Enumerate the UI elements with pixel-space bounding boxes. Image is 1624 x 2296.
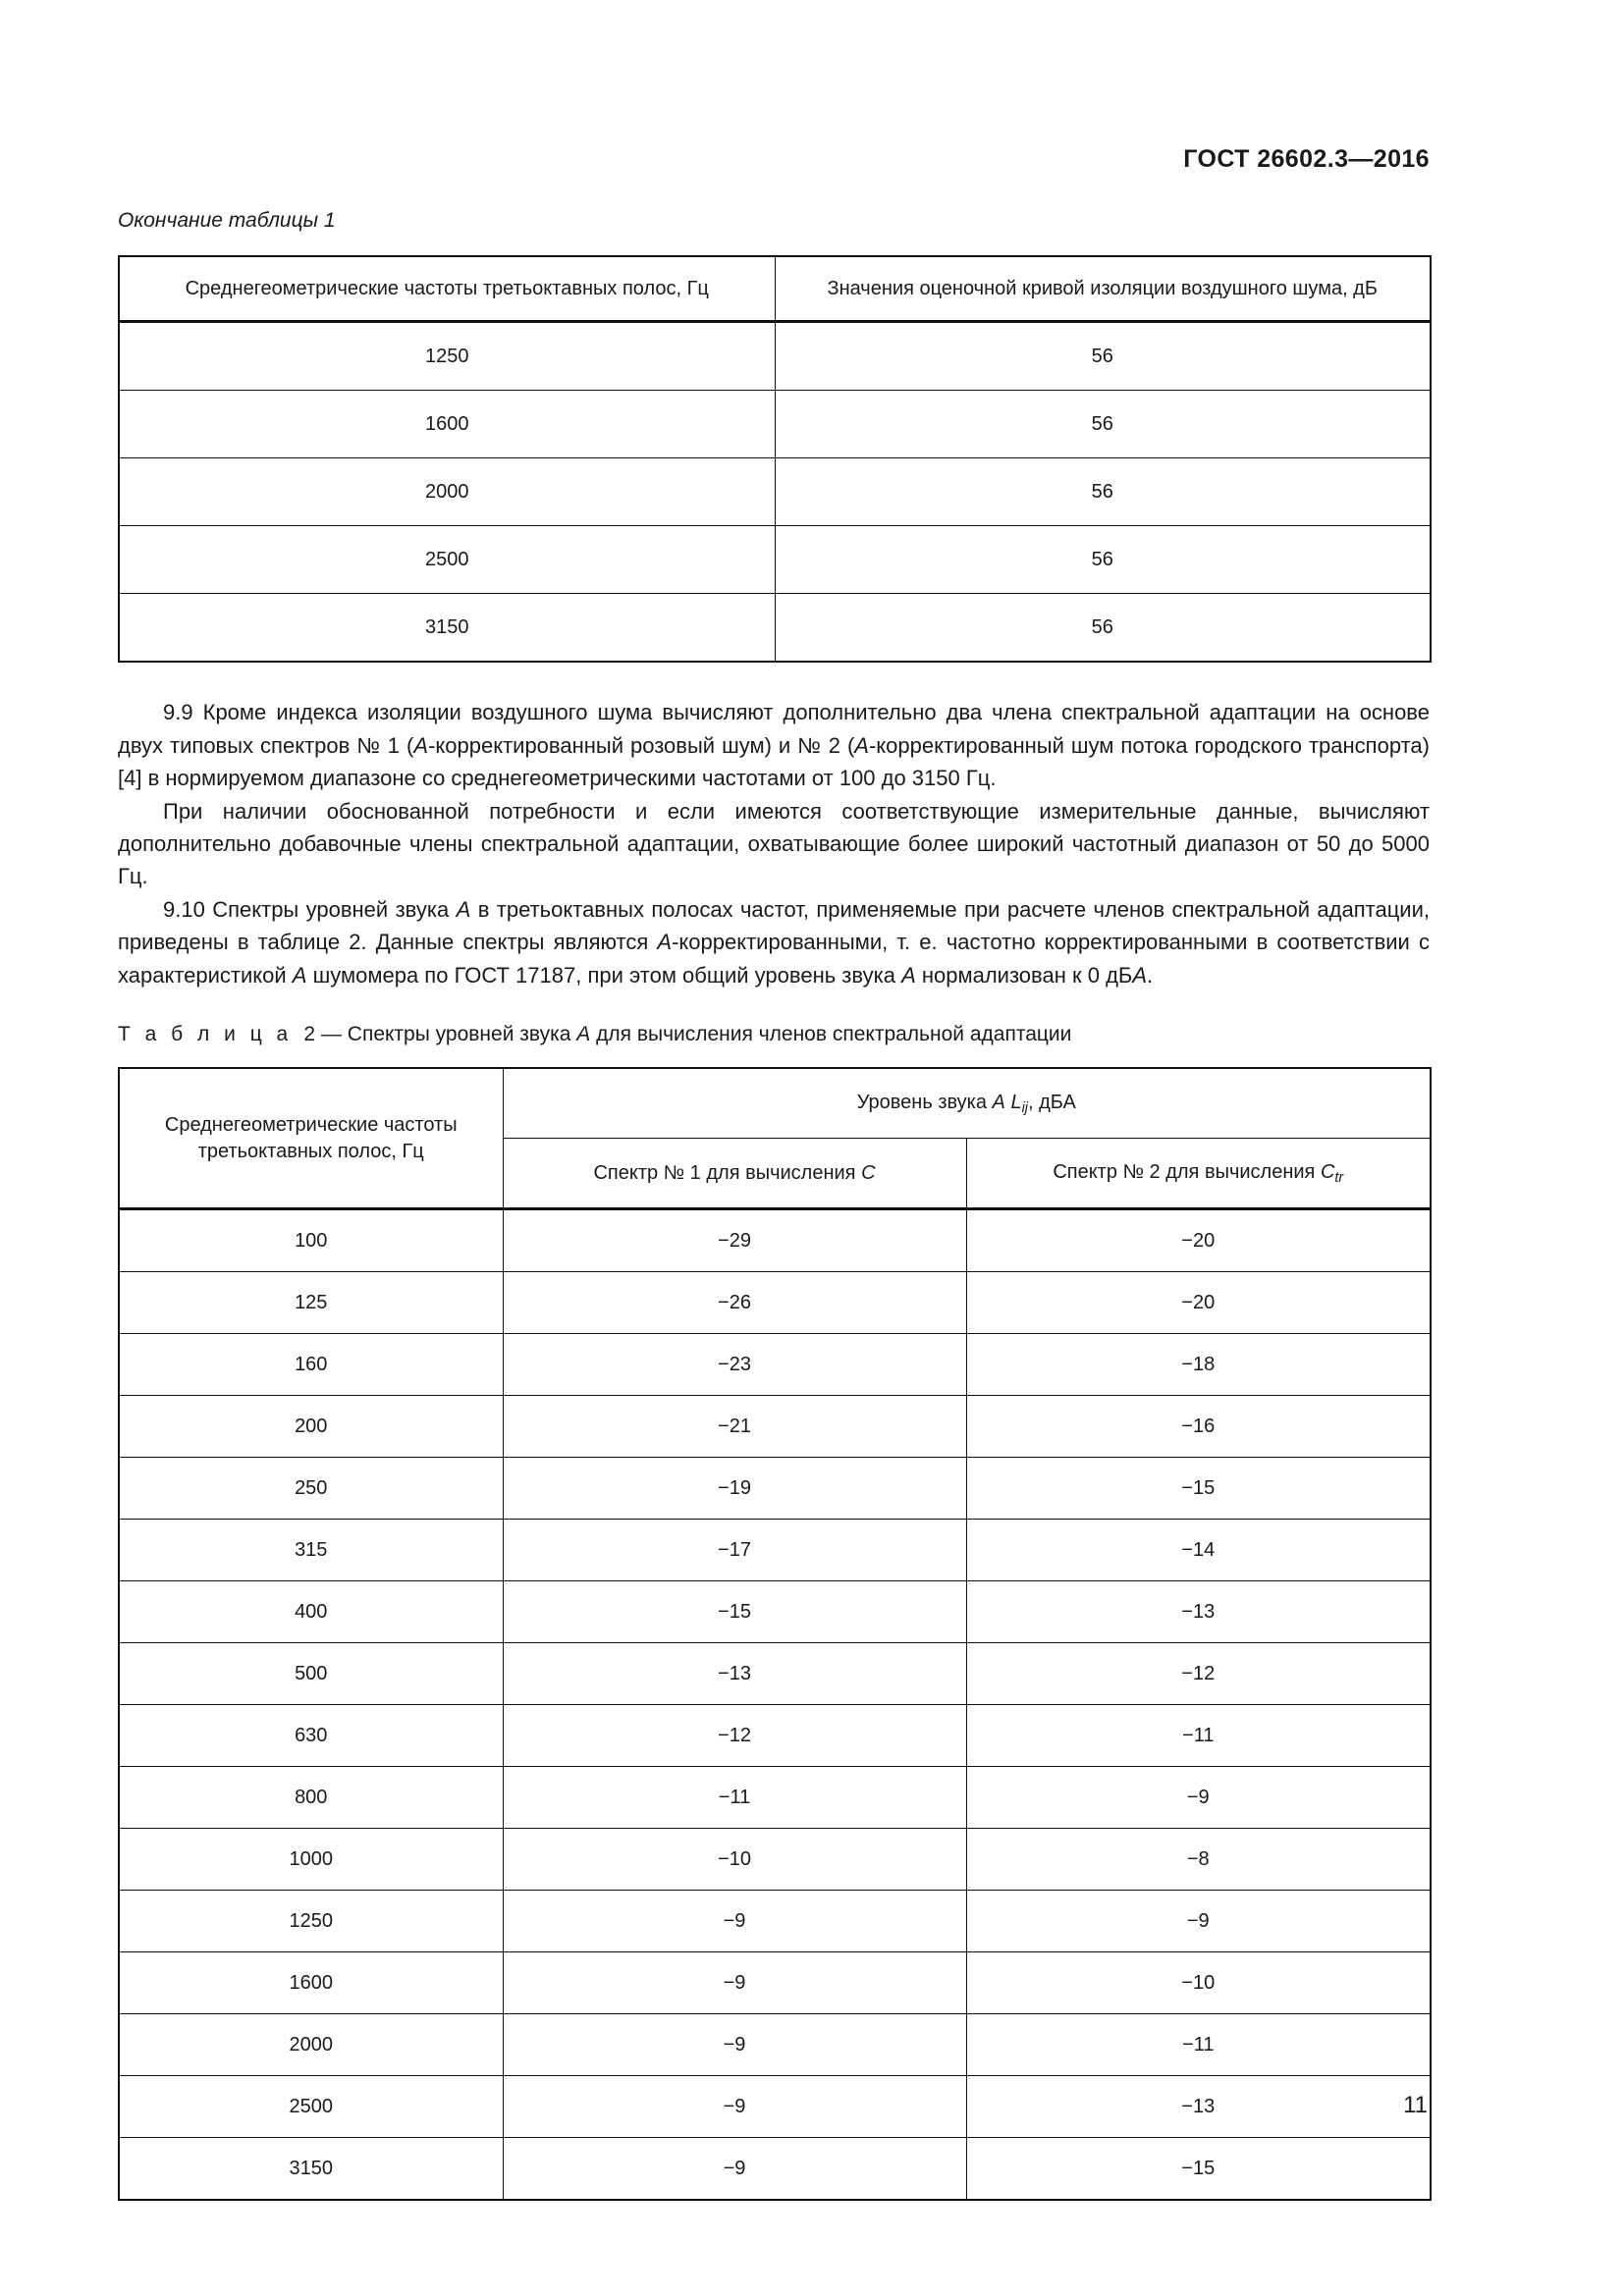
table-2-cell-2: −18 xyxy=(966,1334,1431,1396)
table-2-cell-0: 800 xyxy=(119,1767,503,1829)
paragraph-additional-terms: При наличии обоснованной потребности и если имеются соответствующие измерительные данные, вычисляют дополнительно добавочные члены спектральной адаптации, охватывающие более широкий частотный диапазон от 50 до 5000 Гц. xyxy=(118,798,1430,889)
table-row xyxy=(119,1891,1431,1952)
table-2-caption-text-2: для вычисления членов спектральной адаптации xyxy=(590,1023,1072,1046)
table-2-col-header-frequency xyxy=(119,1068,503,1209)
paragraph-9-10-italic-a-2: А xyxy=(657,930,673,955)
table-1-cell-1: 56 xyxy=(775,526,1431,594)
table-2-head xyxy=(119,1068,1431,1209)
table-2-cell-2: −15 xyxy=(966,1458,1431,1520)
paragraph-9-10-text-1: 9.10 Спектры уровней звука xyxy=(163,896,457,922)
table-1-cell-1: 56 xyxy=(775,322,1431,391)
table-2-cell-0: 1000 xyxy=(119,1829,503,1891)
table-row xyxy=(119,1643,1431,1705)
table-2-cell-2: −12 xyxy=(966,1643,1431,1705)
paragraph-9-10-text-3: -корректированными, т. е. частотно корректированными в соответствии с характеристикой xyxy=(118,930,1431,988)
paragraph-9-10-text-2: в третьоктавных полосах частот, применяемые при расчете членов спектральной адаптации, приведены в таблице 2. Данные спектры являются xyxy=(118,896,1430,955)
table-row xyxy=(119,1396,1431,1458)
table-row xyxy=(119,1458,1431,1520)
table-1-cell-0: 1250 xyxy=(119,322,775,391)
table-row xyxy=(119,1829,1431,1891)
table-row xyxy=(119,1272,1431,1334)
table-1-cell-1: 56 xyxy=(775,391,1431,458)
paragraph-9-9 xyxy=(118,696,1430,794)
table-1-caption: Окончание таблицы 1 xyxy=(118,209,336,232)
table-2-cell-2: −9 xyxy=(966,1767,1431,1829)
table-2-cell-1: −19 xyxy=(503,1458,966,1520)
table-2-header-spec1-symbol: C xyxy=(861,1161,876,1184)
table-2-cell-0: 100 xyxy=(119,1209,503,1272)
table-2-header-level-l: L xyxy=(1010,1091,1022,1113)
page-content xyxy=(118,208,1430,2201)
table-2-cell-2: −20 xyxy=(966,1209,1431,1272)
table-2-body xyxy=(119,1209,1431,2201)
table-2-cell-1: −9 xyxy=(503,2138,966,2201)
table-1-cell-0: 3150 xyxy=(119,594,775,663)
paragraph-9-10-italic-a-5: А xyxy=(1132,962,1148,988)
paragraph-9-10-text-5: нормализован к 0 дБ xyxy=(915,962,1133,988)
table-2-cell-0: 160 xyxy=(119,1334,503,1396)
table-2-cell-1: −29 xyxy=(503,1209,966,1272)
table-2-header-frequency-line-1: Среднегеометрические частоты xyxy=(164,1113,458,1136)
table-row xyxy=(119,2014,1431,2076)
table-2-cell-1: −9 xyxy=(503,2076,966,2138)
table-2-cell-2: −10 xyxy=(966,1952,1431,2014)
table-row xyxy=(119,526,1431,594)
table-row xyxy=(119,1767,1431,1829)
paragraph-9-10-italic-a-4: А xyxy=(901,962,916,988)
table-2-cell-1: −13 xyxy=(503,1643,966,1705)
table-2-cell-1: −21 xyxy=(503,1396,966,1458)
paragraph-9-9-text-2: -корректированный розовый шум) и № 2 ( xyxy=(428,732,855,758)
table-1-header-row xyxy=(119,256,1431,322)
table-row xyxy=(119,1520,1431,1581)
paragraph-9-10-italic-a-1: А xyxy=(456,896,471,922)
table-2-cell-2: −13 xyxy=(966,2076,1431,2138)
table-2-cell-0: 400 xyxy=(119,1581,503,1643)
table-2-cell-2: −8 xyxy=(966,1829,1431,1891)
table-1-cell-1: 56 xyxy=(775,458,1431,526)
table-2-cell-2: −15 xyxy=(966,2138,1431,2201)
table-2-cell-1: −12 xyxy=(503,1705,966,1767)
table-2-col-header-spectrum-2 xyxy=(966,1139,1431,1209)
table-2-cell-1: −15 xyxy=(503,1581,966,1643)
table-2-cell-1: −11 xyxy=(503,1767,966,1829)
table-2-cell-2: −14 xyxy=(966,1520,1431,1581)
table-2-cell-0: 1600 xyxy=(119,1952,503,2014)
table-2-caption-text-1: Спектры уровней звука xyxy=(347,1023,577,1046)
table-2-cell-1: −23 xyxy=(503,1334,966,1396)
table-2-cell-0: 125 xyxy=(119,1272,503,1334)
table-2-cell-1: −9 xyxy=(503,1952,966,2014)
table-2-caption-word: Т а б л и ц а xyxy=(118,1023,293,1046)
table-2-cell-1: −10 xyxy=(503,1829,966,1891)
table-row xyxy=(119,458,1431,526)
table-1-cell-0: 2500 xyxy=(119,526,775,594)
table-2-cell-0: 500 xyxy=(119,1643,503,1705)
table-1-col-header-frequency: Среднегеометрические частоты третьоктавных полос, Гц xyxy=(119,256,775,322)
table-2-caption-dash: — xyxy=(320,1023,342,1046)
table-2-caption-italic-a: А xyxy=(576,1023,591,1046)
table-2-header-spec2-subscript: tr xyxy=(1334,1169,1344,1186)
table-2-cell-0: 200 xyxy=(119,1396,503,1458)
table-row xyxy=(119,1581,1431,1643)
table-2-col-header-spectrum-1 xyxy=(503,1139,966,1209)
table-row xyxy=(119,1952,1431,2014)
table-2-header-spec2-symbol: C xyxy=(1320,1160,1335,1183)
paragraph-9-10 xyxy=(118,893,1430,991)
table-2-caption xyxy=(118,1021,1430,1047)
body-text-block xyxy=(118,696,1430,991)
table-2-cell-1: −17 xyxy=(503,1520,966,1581)
table-row xyxy=(119,594,1431,663)
paragraph-9-10-italic-a-3: А xyxy=(292,962,307,988)
table-2-cell-0: 2000 xyxy=(119,2014,503,2076)
table-1-body xyxy=(119,322,1431,663)
table-1-cell-0: 1600 xyxy=(119,391,775,458)
table-2-header-spec1-pre: Спектр № 1 для вычисления xyxy=(593,1161,862,1184)
table-row xyxy=(119,2138,1431,2201)
table-row xyxy=(119,322,1431,391)
table-2-cell-0: 3150 xyxy=(119,2138,503,2201)
table-2-header-level-post: , дБА xyxy=(1027,1091,1076,1113)
paragraph-9-10-text-6: . xyxy=(1147,962,1154,988)
table-2-header-level-subscript: ij xyxy=(1021,1099,1028,1116)
table-2-cell-0: 250 xyxy=(119,1458,503,1520)
table-row xyxy=(119,1334,1431,1396)
table-row xyxy=(119,391,1431,458)
paragraph-9-9-italic-a-2: А xyxy=(854,732,869,758)
table-2-header-frequency-line-2: третьоктавных полос, Гц xyxy=(197,1140,424,1162)
table-1-head xyxy=(119,256,1431,322)
table-1-col-header-value: Значения оценочной кривой изоляции воздушного шума, дБ xyxy=(775,256,1431,322)
table-2-cell-1: −9 xyxy=(503,2014,966,2076)
table-2-header-spec2-pre: Спектр № 2 для вычисления xyxy=(1053,1160,1321,1183)
table-row xyxy=(119,1209,1431,1272)
page-header-standard-number: ГОСТ 26602.3—2016 xyxy=(1183,145,1430,173)
paragraph-9-10-text-4: шумомера по ГОСТ 17187, при этом общий уровень звука xyxy=(306,962,902,988)
paragraph-9-9-text-3: -корректированный шум потока городского транспорта) [4] в нормируемом диапазоне со среднегеометрическими частотами от 100 до 3150 Гц. xyxy=(118,732,1430,791)
table-2-caption-number: 2 xyxy=(303,1023,316,1046)
table-2-cell-1: −9 xyxy=(503,1891,966,1952)
table-2-header-level-pre: Уровень звука xyxy=(856,1091,993,1113)
table-2-col-header-sound-level xyxy=(503,1068,1431,1139)
table-row xyxy=(119,2076,1431,2138)
table-2-header-level-a: A xyxy=(992,1091,1005,1113)
table-2-cell-2: −11 xyxy=(966,1705,1431,1767)
table-2-cell-0: 2500 xyxy=(119,2076,503,2138)
table-1-cell-1: 56 xyxy=(775,594,1431,663)
table-1-cell-0: 2000 xyxy=(119,458,775,526)
page-number: 11 xyxy=(1403,2092,1428,2118)
table-2-sound-level-spectra xyxy=(118,1067,1432,2201)
table-2-cell-0: 1250 xyxy=(119,1891,503,1952)
table-2-cell-1: −26 xyxy=(503,1272,966,1334)
table-2-cell-2: −16 xyxy=(966,1396,1431,1458)
table-2-cell-2: −11 xyxy=(966,2014,1431,2076)
table-2-cell-0: 630 xyxy=(119,1705,503,1767)
table-row xyxy=(119,1705,1431,1767)
table-2-header-row-1 xyxy=(119,1068,1431,1139)
table-2-cell-0: 315 xyxy=(119,1520,503,1581)
table-1-air-noise-isolation xyxy=(118,255,1432,663)
table-2-cell-2: −13 xyxy=(966,1581,1431,1643)
table-2-cell-2: −20 xyxy=(966,1272,1431,1334)
paragraph-9-9-text-1: 9.9 Кроме индекса изоляции воздушного шума вычисляют дополнительно два члена спектральной адаптации на основе двух типовых спектров № 1 ( xyxy=(118,700,1430,758)
table-2-cell-2: −9 xyxy=(966,1891,1431,1952)
paragraph-9-9-italic-a-1: А xyxy=(413,732,429,758)
